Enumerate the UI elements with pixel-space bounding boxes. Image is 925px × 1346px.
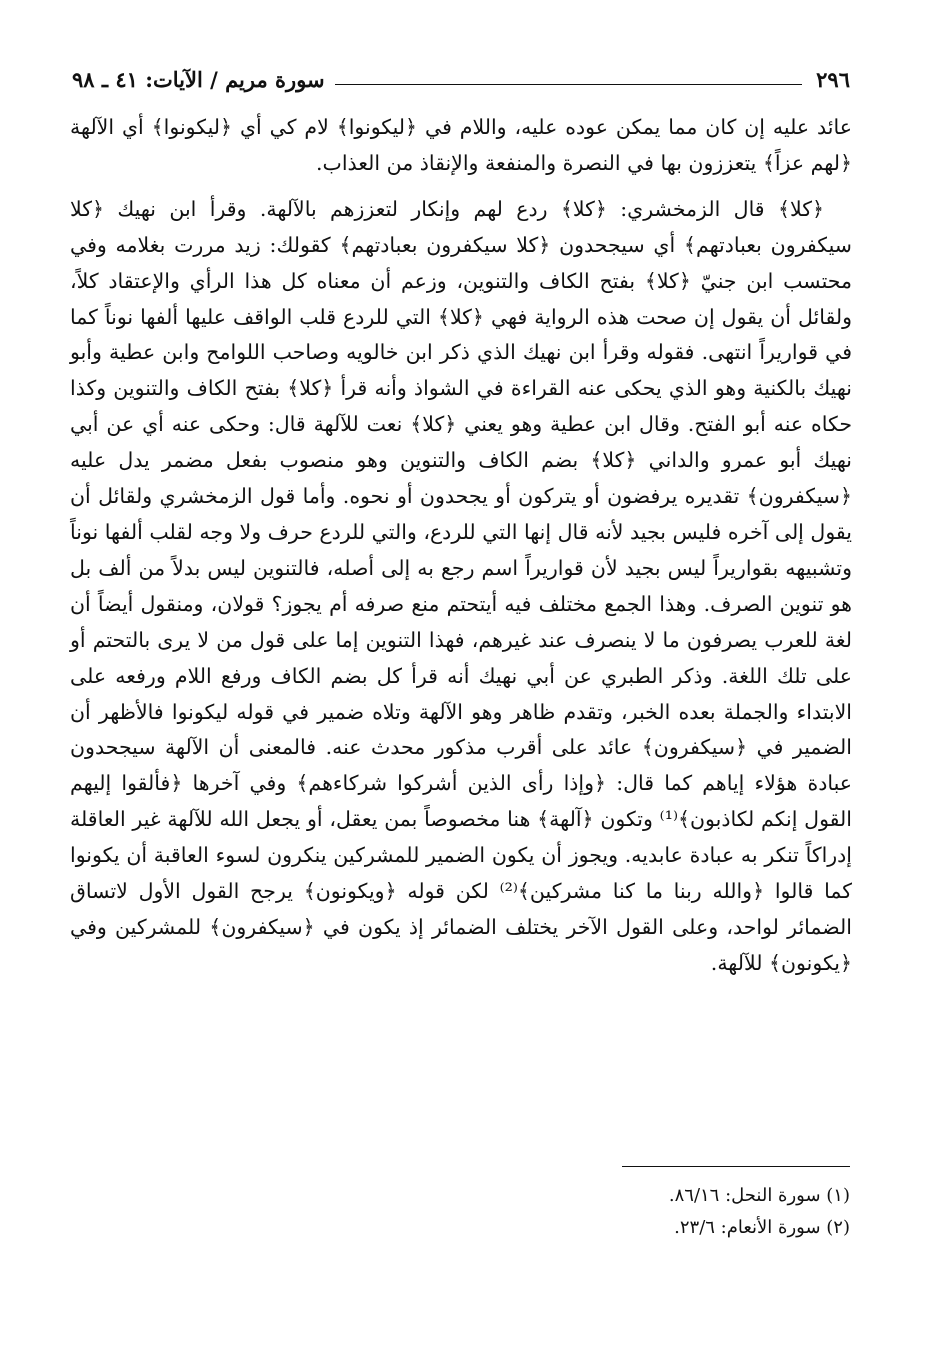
page-number: ٢٩٦ — [816, 66, 850, 92]
header-rule — [335, 84, 803, 85]
footnote-1: (١) سورة النحل: ٨٦/١٦. — [668, 1185, 850, 1206]
footnote-2: (٢) سورة الأنعام: ٢٣/٦. — [674, 1217, 850, 1238]
paragraph-2: ﴿كلا﴾ قال الزمخشري: ﴿كلا﴾ ردع لهم وإنكار لتعززهم بالآلهة. وقرأ ابن نهيك ﴿كلا سيكفرون بعبادتهم﴾ أي سيجحدون ﴿كلا سيكفرون بعبادتهم﴾ كقولك: زيد مررت بغلامه وفي محتسب ابن جنيّ ﴿كلا﴾ بفتح الكاف والتنوين، وزعم أن معناه كل هذا الرأي والإعتقاد كلاً، ولقائل أن يقول إن صحت هذه الرواية فهي ﴿كلا﴾ التي للردع قلب الواقف عليها ألفها نوناً كما في قواريراً انتهى. فقوله وقرأ ابن نهيك الذي ذكر ابن خالويه وصاحب اللوامح وابن عطية وأبو نهيك بالكنية وهو الذي يحكى عنه القراءة في الشواذ وأنه قرأ ﴿كلا﴾ بفتح الكاف والتنوين وكذا حكاه عنه أبو الفتح. وقال ابن عطية وهو يعني ﴿كلا﴾ نعت للآلهة قال: وحكى عنه أي عن أبي نهيك أبو عمرو والداني ﴿كلا﴾ بضم الكاف والتنوين وهو منصوب بفعل مضمر يدل عليه ﴿سيكفرون﴾ تقديره يرفضون أو يتركون أو يجحدون أو نحوه. وأما قول الزمخشري ولقائل أن يقول إلى آخره فليس بجيد لأنه قال إنها التي للردع، والتي للردع حرف ولا وجه لقلب ألفها نوناً وتشبيهه بقواريراً ليس بجيد لأن قواريراً اسم رجع به إلى أصله، فالتنوين ليس بدلاً من ألف بل هو تنوين الصرف. وهذا الجمع مختلف فيه أيتحتم منع صرفه أم يجوز؟ قولان، ومنقول أيضاً أن لغة للعرب يصرفون ما لا ينصرف عند غيرهم، فهذا التنوين إما على قول من لا يرى بالتحتم أو على تلك اللغة. وذكر الطبري عن أبي نهيك أنه قرأ كل بضم الكاف ورفع اللام ورفعه على الابتداء والجملة بعده الخبر، وتقدم ظاهر وهو الآلهة وتلاه ضمير في قوله ليكونوا فالأظهر أن الضمير في ﴿سيكفرون﴾ عائد على أقرب مذكور محدث عنه. فالمعنى أن الآلهة سيجحدون عبادة هؤلاء إياهم كما قال: ﴿وإذا رأى الذين أشركوا شركاءهم﴾ وفي آخرها ﴿فألقوا إليهم القول إنكم لكاذبون﴾⁽¹⁾ وتكون ﴿آلهة﴾ هنا مخصوصاً بمن يعقل، أو يجعل الله للآلهة غير العاقلة إدراكاً تنكر به عبادة عابديه. ويجوز أن يكون الضمير للمشركين ينكرون لسوء العاقبة أن يكونوا كما قالوا ﴿والله ربنا ما كنا مشركين﴾⁽²⁾ لكن قوله ﴿ويكونون﴾ يرجح القول الأول لاتساق الضمائر لواحد، وعلى القول الآخر يختلف الضمائر إذ يكون في ﴿سيكفرون﴾ للمشركين وفي ﴿يكونون﴾ للآلهة. — [70, 196, 852, 975]
main-text — [70, 110, 852, 982]
running-title: سورة مريم / الآيات: ٤١ ـ ٩٨ — [72, 66, 325, 92]
paragraph-1: عائد عليه إن كان مما يمكن عوده عليه، واللام في ﴿ليكونوا﴾ لام كي أي ﴿ليكونوا﴾ أي الآلهة ﴿لهم عزاً﴾ يتعززون بها في النصرة والمنفعة والإنقاذ من العذاب. — [70, 115, 852, 175]
page-header — [72, 62, 850, 96]
footnote-divider — [622, 1166, 850, 1167]
footnotes — [420, 1180, 850, 1244]
